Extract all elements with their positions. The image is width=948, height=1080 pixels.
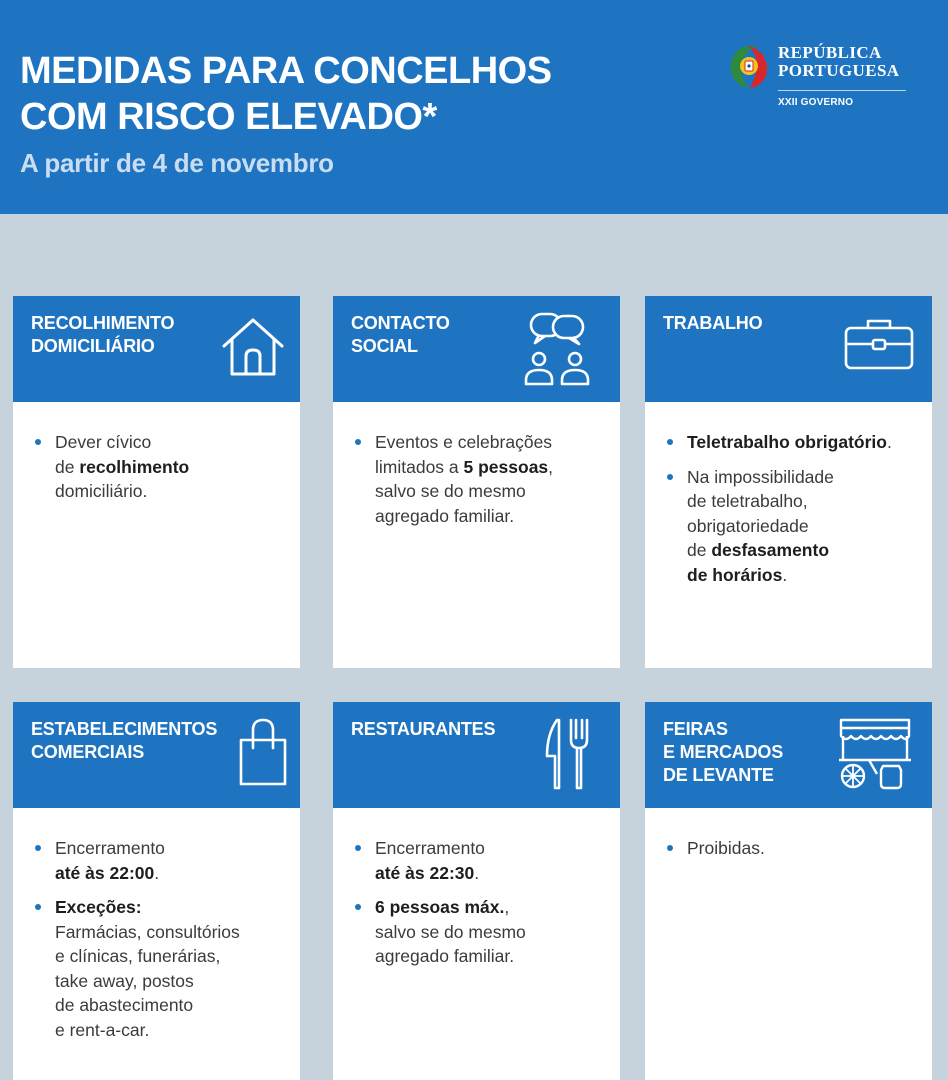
card-body xyxy=(645,808,932,861)
card-restaurantes xyxy=(333,702,620,1080)
card-header xyxy=(645,702,932,808)
logo-text xyxy=(778,44,899,80)
card-title xyxy=(663,312,762,335)
list-item: Proibidas. xyxy=(667,836,918,861)
card-title-line: RECOLHIMENTO xyxy=(31,313,175,333)
page-subtitle: A partir de 4 de novembro xyxy=(20,148,334,178)
card-trabalho xyxy=(645,296,932,668)
list-item: Teletrabalho obrigatório. xyxy=(667,430,918,455)
logo-line-1: REPÚBLICA xyxy=(778,43,882,62)
portugal-emblem-icon xyxy=(728,42,770,90)
card-body xyxy=(645,402,932,587)
card-title-line: RESTAURANTES xyxy=(351,719,496,739)
list-item: 6 pessoas máx., salvo se do mesmo agregado familiar. xyxy=(355,895,606,969)
list-item: Dever cívico de recolhimento domiciliário. xyxy=(35,430,286,504)
card-title-line: ESTABELECIMENTOS xyxy=(31,719,218,739)
card-header xyxy=(13,296,300,402)
card-body xyxy=(333,808,620,969)
card-title-line: DOMICILIÁRIO xyxy=(31,336,155,356)
card-title-line: CONTACTO xyxy=(351,313,450,333)
card-recolhimento xyxy=(13,296,300,668)
card-estabelecimentos-comerciais xyxy=(13,702,300,1080)
list-item: Eventos e celebrações limitados a 5 pessoas, salvo se do mesmo agregado familiar. xyxy=(355,430,606,528)
card-header xyxy=(333,296,620,402)
list-item: Na impossibilidade de teletrabalho, obrigatoriedade de desfasamento de horários. xyxy=(667,465,918,588)
header-banner xyxy=(0,0,948,214)
card-body xyxy=(333,402,620,528)
card-title xyxy=(31,312,174,358)
people-chat-icon xyxy=(515,310,601,388)
logo-divider xyxy=(778,90,906,91)
list-item: Encerramento até às 22:30. xyxy=(355,836,606,885)
logo-government: XXII GOVERNO xyxy=(778,97,854,108)
card-title-line: COMERCIAIS xyxy=(31,742,145,762)
card-header xyxy=(645,296,932,402)
card-title xyxy=(31,718,217,764)
card-title xyxy=(351,312,450,358)
card-contacto-social xyxy=(333,296,620,668)
list-item: Encerramento até às 22:00. xyxy=(35,836,286,885)
house-icon xyxy=(218,314,288,380)
card-body xyxy=(13,402,300,504)
card-title-line: E MERCADOS xyxy=(663,742,784,762)
title-line-2: COM RISCO ELEVADO* xyxy=(20,96,437,138)
briefcase-icon xyxy=(842,316,916,372)
market-stall-icon xyxy=(833,714,917,794)
card-title-line: DE LEVANTE xyxy=(663,765,774,785)
card-feiras-mercados xyxy=(645,702,932,1080)
knife-fork-icon xyxy=(543,716,593,792)
shopping-bag-icon xyxy=(235,716,291,788)
government-logo xyxy=(728,42,918,114)
card-title xyxy=(351,718,495,741)
logo-line-2: PORTUGUESA xyxy=(778,61,900,80)
card-title-line: SOCIAL xyxy=(351,336,418,356)
card-title-line: FEIRAS xyxy=(663,719,728,739)
title-line-1: MEDIDAS PARA CONCELHOS xyxy=(20,50,552,92)
card-header xyxy=(333,702,620,808)
card-title-line: TRABALHO xyxy=(663,313,763,333)
list-item: Exceções: Farmácias, consultórios e clínicas, funerárias, take away, postos de abastecimento e rent-a-car. xyxy=(35,895,286,1042)
card-body xyxy=(13,808,300,1042)
card-header xyxy=(13,702,300,808)
card-title xyxy=(663,718,783,787)
page-title xyxy=(20,48,552,140)
